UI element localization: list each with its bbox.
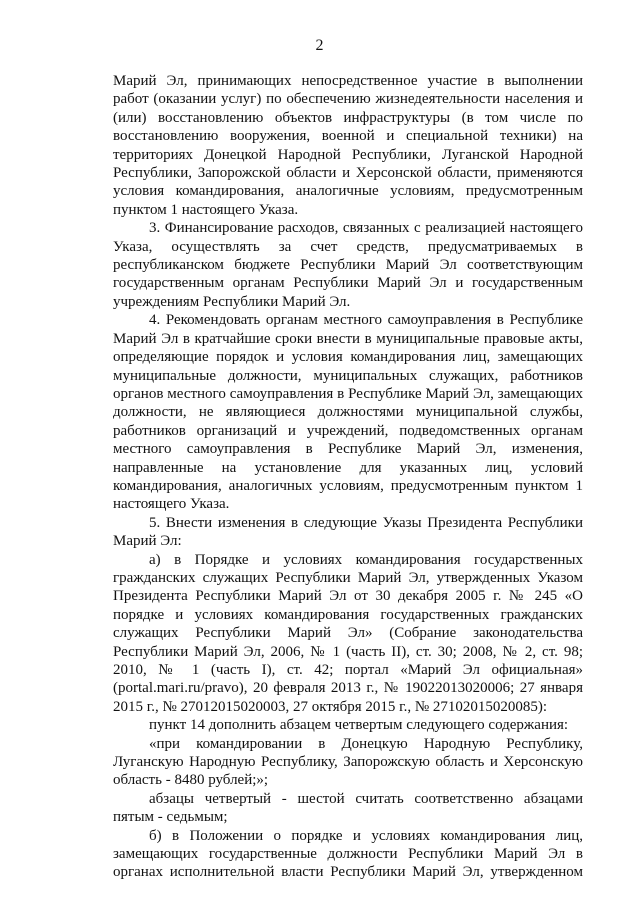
paragraph-item-3: 3. Финансирование расходов, связанных с реализацией настоящего Указа, осуществлять за счет средств, предусматриваемых в республиканском бюджете Республики Марий Эл соответствующим государственным органам Республики Марий Эл и государственным учреждениям Республики Марий Эл.: [113, 220, 583, 310]
paragraph-item-5: 5. Внести изменения в следующие Указы Президента Республики Марий Эл:: [113, 514, 583, 550]
paragraph-amendment-intro: пункт 14 дополнить абзацем четвертым следующего содержания:: [149, 717, 569, 734]
paragraph-continuation: Марий Эл, принимающих непосредственное участие в выполнении работ (оказании услуг) по обеспечению жизнедеятельности населения и (или) восстановлению объектов инфраструктуры (в том числе по восстановлению вооружения, военной и специальной техники) на территориях Донецкой Народной Республики, Луганской Народной Республики, Запорожской области и Херсонской области, применяются условия командирования, аналогичные условиям, предусмотренным пунктом 1 настоящего Указа.: [113, 73, 583, 218]
page-number: 2: [315, 37, 324, 54]
paragraph-amendment-quote: «при командировании в Донецкую Народную Республику, Луганскую Народную Республику, Запорожскую область и Херсонскую область - 8480 рублей;»;: [113, 735, 583, 789]
paragraph-item-4: 4. Рекомендовать органам местного самоуправления в Республике Марий Эл в кратчайшие сроки внести в муниципальные правовые акты, определяющие порядок и условия командирования лиц, замещающих муниципальные должности, муниципальных служащих, работников органов местного самоуправления в Республике Марий Эл, замещающих должности, не являющиеся должностями муниципальной службы, работников организаций и учреждений, подведомственных органам местного самоуправления в Республике Марий Эл, изменения, направленные на установление для указанных лиц, условий командирования, аналогичных условиям, предусмотренным пунктом 1 настоящего Указа.: [113, 312, 583, 513]
paragraph-renumbering: абзацы четвертый - шестой считать соответственно абзацами пятым - седьмым;: [113, 790, 583, 826]
paragraph-subitem-b: б) в Положении о порядке и условиях командирования лиц, замещающих государственные должности Республики Марий Эл в органах исполнительной власти Республики Марий Эл, утвержденном: [113, 827, 583, 881]
document-body: [113, 72, 583, 882]
paragraph-subitem-a: а) в Порядке и условиях командирования государственных гражданских служащих Республики Марий Эл, утвержденных Указом Президента Республики Марий Эл от 30 декабря 2005 г. № 245 «О порядке и условиях командирования государственных гражданских служащих Республики Марий Эл» (Собрание законодательства Республики Марий Эл, 2006, № 1 (часть II), ст. 30; 2008, № 2, ст. 98; 2010, № 1 (часть I), ст. 42; портал «Марий Эл официальная» (portal.mari.ru/pravo), 20 февраля 2013 г., № 19022013020006; 27 января 2015 г., № 27012015020003, 27 октября 2015 г., № 27102015020085):: [113, 551, 583, 715]
